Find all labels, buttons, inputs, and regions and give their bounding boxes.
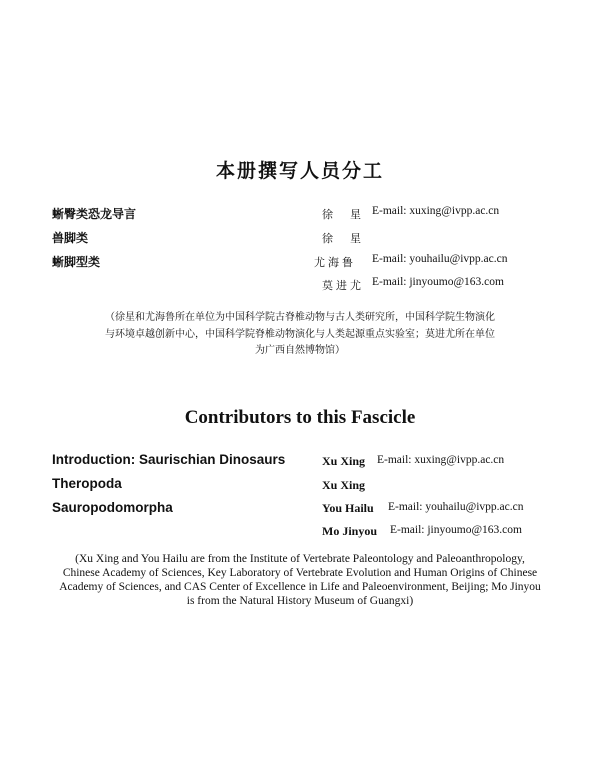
en-note-line: Academy of Sciences, and CAS Center of Excellence in Life and Paleoenvironment, Beijing; Mo Jinyou [59, 581, 541, 593]
zh-page-title: 本册撰写人员分工 [215, 160, 384, 182]
en-contributor-email: E-mail: youhailu@ivpp.ac.cn [388, 501, 524, 513]
zh-section-saurischian-intro: 蜥臀类恐龙导言 [52, 207, 137, 221]
zh-note-line: （徐星和尤海鲁所在单位为中国科学院古脊椎动物与古人类研究所，中国科学院生物演化 [105, 312, 495, 323]
zh-contributor-name: 莫进尤 [322, 279, 364, 292]
zh-note-line: 为广西自然博物馆） [255, 345, 345, 356]
zh-section-sauropodomorpha: 蜥脚型类 [52, 255, 101, 269]
en-contributor-email: E-mail: xuxing@ivpp.ac.cn [377, 454, 505, 466]
zh-contributor-email: E-mail: youhailu@ivpp.ac.cn [372, 253, 508, 265]
en-note-line: is from the Natural History Museum of Guangxi) [186, 595, 414, 607]
zh-contributor-email: E-mail: xuxing@ivpp.ac.cn [372, 205, 500, 217]
zh-section-theropoda: 兽脚类 [52, 231, 89, 245]
en-section-sauropodomorpha: Sauropodomorpha [52, 500, 173, 515]
en-contributor-name: Xu Xing [322, 454, 366, 468]
en-note-line: (Xu Xing and You Hailu are from the Institute of Vertebrate Paleontology and Paleoanthropology, [75, 553, 525, 565]
en-page-title: Contributors to this Fascicle [184, 407, 416, 428]
en-affiliation-note [0, 552, 600, 608]
zh-affiliation-note [0, 310, 600, 360]
zh-contributor-name: 尤海鲁 [314, 256, 356, 269]
en-contributor-name: Xu Xing [322, 478, 366, 492]
en-contributor-email: E-mail: jinyoumo@163.com [390, 524, 522, 536]
en-contributor-name: Mo Jinyou [322, 524, 378, 538]
zh-contributor-name: 徐 星 [322, 232, 364, 245]
en-contributor-name: You Hailu [322, 501, 374, 515]
en-section-theropoda: Theropoda [52, 476, 122, 491]
zh-contributor-email: E-mail: jinyoumo@163.com [372, 276, 504, 288]
en-section-saurischian-intro: Introduction: Saurischian Dinosaurs [52, 452, 286, 467]
en-note-line: Chinese Academy of Sciences, Key Laboratory of Vertebrate Evolution and Human Origins of Chinese [62, 567, 538, 579]
zh-note-line: 与环境卓越创新中心，中国科学院脊椎动物演化与人类起源重点实验室；莫进尤所在单位 [105, 328, 495, 340]
zh-contributor-name: 徐 星 [322, 208, 364, 221]
